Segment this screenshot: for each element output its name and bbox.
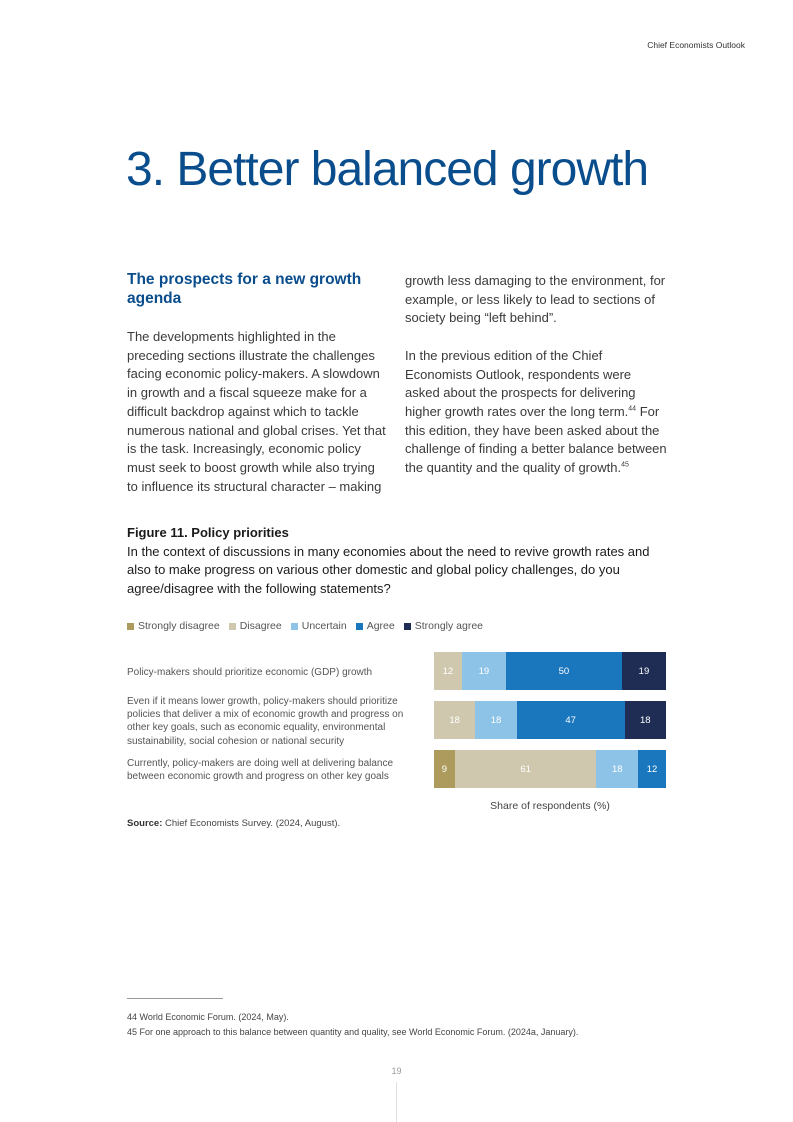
bar-segment — [596, 750, 638, 788]
legend-label: Strongly agree — [414, 620, 484, 632]
footnote-45: 45 For one approach to this balance between quantity and quality, see World Economic Forum. (2024a, January). — [127, 1027, 579, 1037]
legend-item — [404, 620, 483, 632]
bar-value-label: 12 — [646, 763, 658, 775]
legend-swatch — [127, 623, 134, 630]
legend-label: Strongly disagree — [138, 620, 220, 632]
figure-caption — [127, 524, 667, 598]
figure-question: In the context of discussions in many economies about the need to revive growth rates and also to make progress on various other domestic and global policy challenges, do you agree/disagree with the following statements? — [127, 543, 650, 596]
legend-swatch — [229, 623, 236, 630]
footnote-ref-44[interactable]: 44 — [628, 405, 637, 413]
legend-swatch — [356, 623, 363, 630]
category-label: Policy-makers should prioritize economic (GDP) growth — [127, 667, 373, 678]
bar-segment — [517, 701, 625, 739]
bar-segment — [506, 652, 622, 690]
figure-source — [127, 818, 340, 829]
bar-value-label: 9 — [441, 763, 448, 775]
bar-segment — [625, 701, 666, 739]
bar-value-label: 19 — [638, 665, 650, 677]
bar-value-label: 19 — [478, 665, 490, 677]
right-column — [405, 272, 667, 496]
figure-title: Figure 11. Policy priorities — [127, 525, 289, 540]
bar-segment — [622, 652, 666, 690]
bar-segment — [434, 750, 455, 788]
page-number: 19 — [391, 1066, 402, 1076]
page-divider — [396, 1082, 397, 1122]
legend-label: Agree — [366, 620, 395, 632]
bar-value-label: 50 — [558, 665, 570, 677]
bar-segment — [434, 652, 462, 690]
category-label: Even if it means lower growth, policy-makers should prioritize policies that deliver a mix of economic growth and progress on other key goals, such as economic equality, environmental sustainability, social cohesion or national security — [127, 696, 404, 747]
stacked-bar — [434, 652, 666, 690]
stacked-bar — [434, 701, 666, 739]
x-axis-label: Share of respondents (%) — [490, 800, 610, 812]
right-paragraph-1: growth less damaging to the environment, for example, or less likely to lead to sections of society being “left behind”. — [405, 273, 666, 326]
bar-value-label: 47 — [565, 714, 576, 726]
legend-item — [229, 620, 282, 632]
bar-segment — [434, 701, 475, 739]
legend-item — [127, 620, 220, 632]
legend-item — [356, 620, 395, 632]
legend-swatch — [404, 623, 411, 630]
bar-segment — [455, 750, 597, 788]
left-column — [127, 270, 389, 515]
subsection-heading: The prospects for a new growth agenda — [127, 271, 362, 307]
right-paragraph-2-text-b: For this edition, they have been asked about the challenge of finding a better balance between the quantity and the quality of growth. — [405, 403, 667, 476]
legend-item — [291, 620, 347, 632]
bar-segment — [462, 652, 506, 690]
bar-value-label: 18 — [490, 714, 502, 726]
footnote-divider — [127, 998, 223, 999]
right-paragraph-2 — [405, 347, 667, 478]
chart-legend — [127, 620, 483, 632]
category-label: Currently, policy-makers are doing well at delivering balance between economic growth and progress on other key goals — [127, 758, 394, 783]
legend-label: Disagree — [239, 620, 282, 632]
bar-segment — [475, 701, 516, 739]
bar-value-label: 18 — [611, 763, 623, 775]
source-label: Source: — [127, 818, 163, 829]
bar-segment — [638, 750, 666, 788]
footnote-44: 44 World Economic Forum. (2024, May). — [127, 1012, 289, 1022]
bar-value-label: 18 — [449, 714, 460, 726]
bar-value-label: 61 — [520, 763, 531, 775]
left-paragraph: The developments highlighted in the preceding sections illustrate the challenges facing economic policy-makers. A slowdown in growth and a fiscal squeeze make for a difficult backdrop against which to tackle numerous national and global crises. Yet that is the task. Increasingly, economic policy must seek to boost growth while also trying to influence its structural character – making — [127, 329, 386, 494]
section-title: 3. Better balanced growth — [126, 143, 649, 196]
footnote-ref-45[interactable]: 45 — [621, 461, 629, 469]
source-text: Chief Economists Survey. (2024, August). — [162, 818, 341, 829]
stacked-bar — [434, 750, 666, 788]
right-paragraph-2-text-a: In the previous edition of the Chief Economists Outlook, respondents were asked about the prospects for delivering higher growth rates over the long term. — [405, 347, 636, 419]
legend-swatch — [291, 623, 298, 630]
bar-value-label: 18 — [640, 714, 651, 726]
bar-value-label: 12 — [442, 665, 454, 677]
running-header: Chief Economists Outlook — [647, 40, 745, 50]
legend-label: Uncertain — [301, 620, 347, 632]
